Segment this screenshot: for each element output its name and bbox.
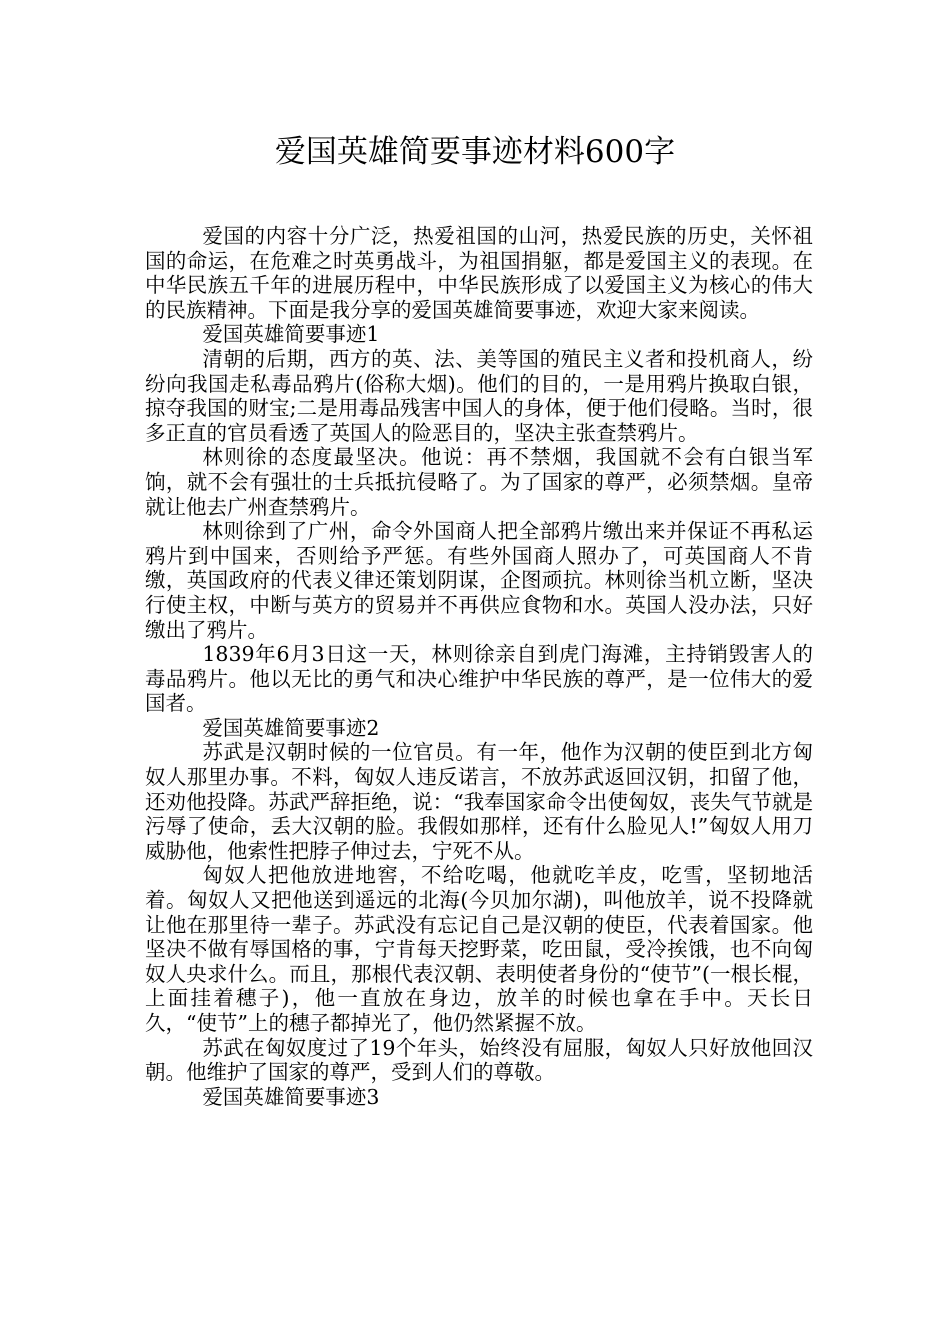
intro-paragraph: 爱国的内容十分广泛，热爱祖国的山河，热爱民族的历史，关怀祖国的命运，在危难之时英勇战斗，为祖国捐躯，都是爱国主义的表现。在中华民族五千年的进展历程中，中华民族形成了以爱国主义为核心的伟大的民族精神。下面是我分享的爱国英雄简要事迹，欢迎大家来阅读。 <box>145 224 813 322</box>
body-paragraph: 苏武在匈奴度过了19个年头，始终没有屈服，匈奴人只好放他回汉朝。他维护了国家的尊严，受到人们的尊敬。 <box>145 1035 813 1085</box>
body-paragraph: 匈奴人把他放进地窖，不给吃喝，他就吃羊皮，吃雪，坚韧地活着。匈奴人又把他送到遥远的北海(今贝加尔湖)，叫他放羊，说不投降就让他在那里待一辈子。苏武没有忘记自己是汉朝的使臣，代表着国家。他坚决不做有辱国格的事，宁肯每天挖野菜，吃田鼠，受冷挨饿，也不向匈奴人央求什么。而且，那根代表汉朝、表明使者身份的“使节”(一根长棍，上面挂着穗子)，他一直放在身边，放羊的时候也拿在手中。天长日久，“使节”上的穗子都掉光了，他仍然紧握不放。 <box>145 863 813 1035</box>
document-body <box>145 224 813 1109</box>
section-heading-2: 爱国英雄简要事迹2 <box>202 715 380 740</box>
section-heading-3: 爱国英雄简要事迹3 <box>202 1084 380 1109</box>
body-paragraph: 清朝的后期，西方的英、法、美等国的殖民主义者和投机商人，纷纷向我国走私毒品鸦片(俗称大烟)。他们的目的，一是用鸦片换取白银，掠夺我国的财宝;二是用毒品残害中国人的身体，便于他们侵略。当时，很多正直的官员看透了英国人的险恶目的，坚决主张查禁鸦片。 <box>145 346 813 445</box>
body-paragraph: 林则徐到了广州，命令外国商人把全部鸦片缴出来并保证不再私运鸦片到中国来，否则给予严惩。有些外国商人照办了，可英国商人不肯缴，英国政府的代表义律还策划阴谋，企图顽抗。林则徐当机立断，坚决行使主权，中断与英方的贸易并不再供应食物和水。英国人没办法，只好缴出了鸦片。 <box>145 519 813 642</box>
body-paragraph: 苏武是汉朝时候的一位官员。有一年，他作为汉朝的使臣到北方匈奴人那里办事。不料，匈奴人违反诺言，不放苏武返回汉钥，扣留了他，还劝他投降。苏武严辞拒绝，说：“我奉国家命令出使匈奴，丧失气节就是污辱了使命，丢大汉朝的脸。我假如那样，还有什么脸见人!”匈奴人用刀威胁他，他索性把脖子伸过去，宁死不从。 <box>145 740 813 863</box>
body-paragraph: 1839年6月3日这一天，林则徐亲自到虎门海滩，主持销毁害人的毒品鸦片。他以无比的勇气和决心维护中华民族的尊严，是一位伟大的爱国者。 <box>145 642 813 716</box>
section-heading-1: 爱国英雄简要事迹1 <box>202 322 380 347</box>
body-paragraph: 林则徐的态度最坚决。他说：再不禁烟，我国就不会有白银当军饷，就不会有强壮的士兵抵抗侵略了。为了国家的尊严，必须禁烟。皇帝就让他去广州查禁鸦片。 <box>145 445 813 519</box>
document-title: 爱国英雄简要事迹材料600字 <box>274 134 676 170</box>
